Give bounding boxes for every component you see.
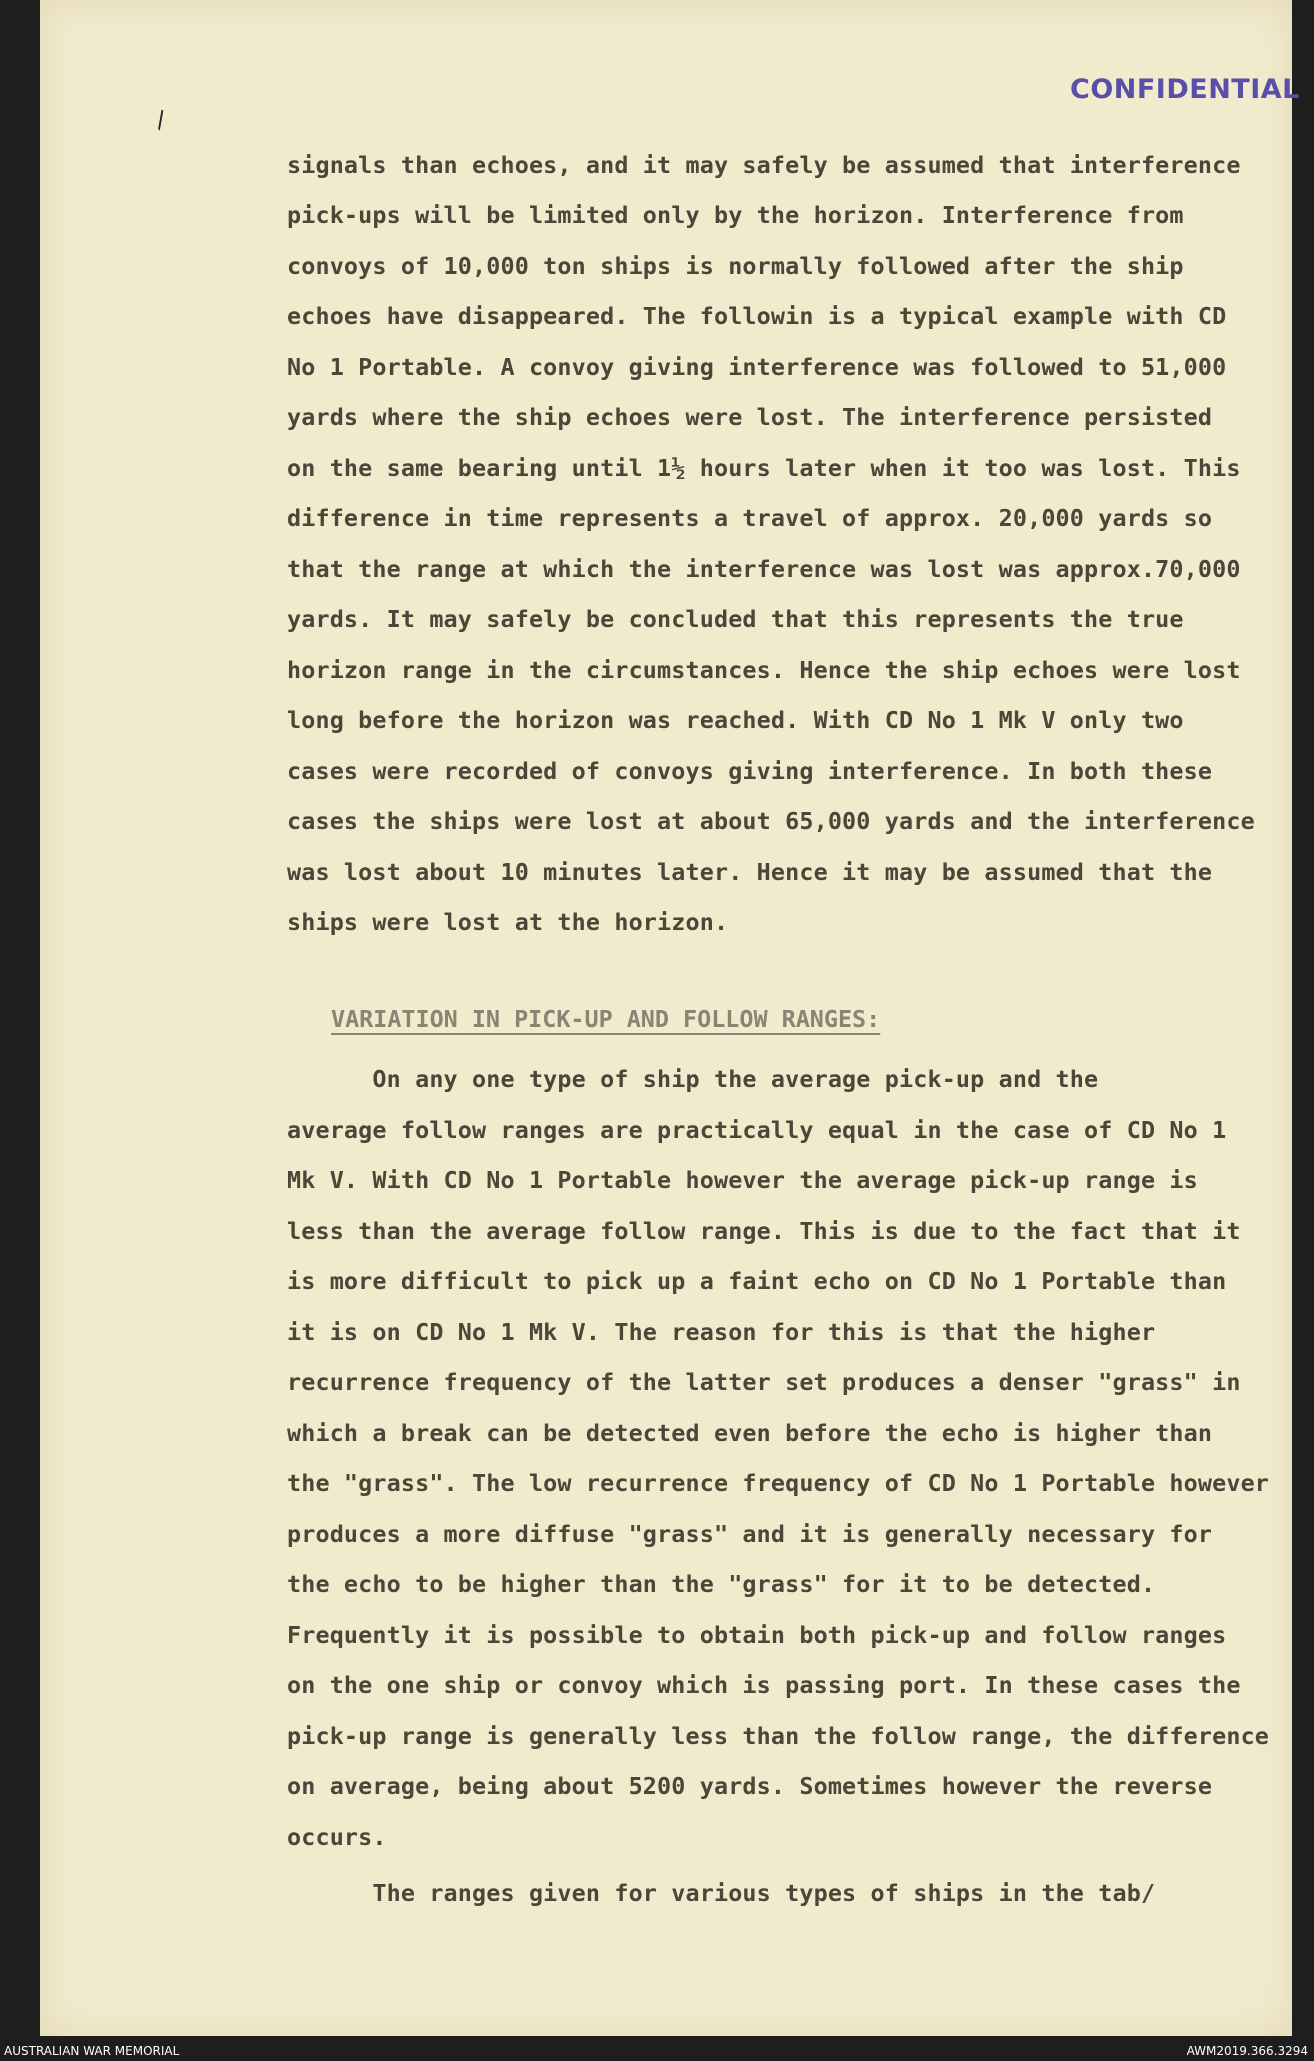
section-line: on the one ship or convoy which is passing port. In these cases the bbox=[287, 1671, 1241, 1699]
body-line: long before the horizon was reached. With CD No 1 Mk V only two bbox=[287, 706, 1184, 734]
section-line: on average, being about 5200 yards. Sometimes however the reverse bbox=[287, 1772, 1213, 1800]
footer-institution: AUSTRALIAN WAR MEMORIAL bbox=[4, 2044, 180, 2058]
section-line: recurrence frequency of the latter set produces a denser "grass" in bbox=[287, 1368, 1241, 1396]
body-line: convoys of 10,000 ton ships is normally followed after the ship bbox=[287, 252, 1184, 280]
section-line: produces a more diffuse "grass" and it is generally necessary for bbox=[287, 1520, 1213, 1548]
section-line: average follow ranges are practically equal in the case of CD No 1 bbox=[287, 1116, 1227, 1144]
section-line: it is on CD No 1 Mk V. The reason for this is that the higher bbox=[287, 1318, 1156, 1346]
body-line: cases were recorded of convoys giving interference. In both these bbox=[287, 757, 1213, 785]
body-line: echoes have disappeared. The followin is a typical example with CD bbox=[287, 302, 1227, 330]
margin-tick-mark: \ bbox=[148, 106, 174, 135]
section-heading: VARIATION IN PICK-UP AND FOLLOW RANGES: bbox=[331, 1005, 881, 1033]
archive-footer bbox=[0, 2041, 1314, 2061]
body-line: was lost about 10 minutes later. Hence it may be assumed that the bbox=[287, 858, 1213, 886]
section-line: occurs. bbox=[287, 1823, 387, 1851]
body-line: difference in time represents a travel of approx. 20,000 yards so bbox=[287, 504, 1213, 532]
body-line: on the same bearing until 1½ hours later when it too was lost. This bbox=[287, 454, 1241, 482]
body-line: yards. It may safely be concluded that this represents the true bbox=[287, 605, 1184, 633]
body-line: horizon range in the circumstances. Hence the ship echoes were lost bbox=[287, 656, 1241, 684]
body-line: cases the ships were lost at about 65,000 yards and the interference bbox=[287, 807, 1255, 835]
section-line: Mk V. With CD No 1 Portable however the average pick-up range is bbox=[287, 1166, 1198, 1194]
body-line: No 1 Portable. A convoy giving interference was followed to 51,000 bbox=[287, 353, 1227, 381]
section-line: Frequently it is possible to obtain both pick-up and follow ranges bbox=[287, 1621, 1227, 1649]
footer-catalogue-id: AWM2019.366.3294 bbox=[1186, 2044, 1308, 2058]
body-line: ships were lost at the horizon. bbox=[287, 908, 729, 936]
section-line: less than the average follow range. This is due to the fact that it bbox=[287, 1217, 1241, 1245]
section-line: The ranges given for various types of ships in the tab/ bbox=[287, 1879, 1156, 1907]
confidential-stamp: CONFIDENTIAL bbox=[1070, 74, 1300, 105]
section-line: the echo to be higher than the "grass" for it to be detected. bbox=[287, 1570, 1156, 1598]
section-line: On any one type of ship the average pick-up and the bbox=[287, 1065, 1099, 1093]
body-line: that the range at which the interference was lost was approx.70,000 bbox=[287, 555, 1241, 583]
body-line: signals than echoes, and it may safely be assumed that interference bbox=[287, 151, 1241, 179]
section-line: the "grass". The low recurrence frequency of CD No 1 Portable however bbox=[287, 1469, 1270, 1497]
section-line: which a break can be detected even before the echo is higher than bbox=[287, 1419, 1213, 1447]
section-line: is more difficult to pick up a faint echo on CD No 1 Portable than bbox=[287, 1267, 1227, 1295]
body-line: pick-ups will be limited only by the horizon. Interference from bbox=[287, 201, 1184, 229]
section-line: pick-up range is generally less than the follow range, the difference bbox=[287, 1722, 1270, 1750]
document-page bbox=[40, 0, 1300, 2036]
body-line: yards where the ship echoes were lost. The interference persisted bbox=[287, 403, 1213, 431]
